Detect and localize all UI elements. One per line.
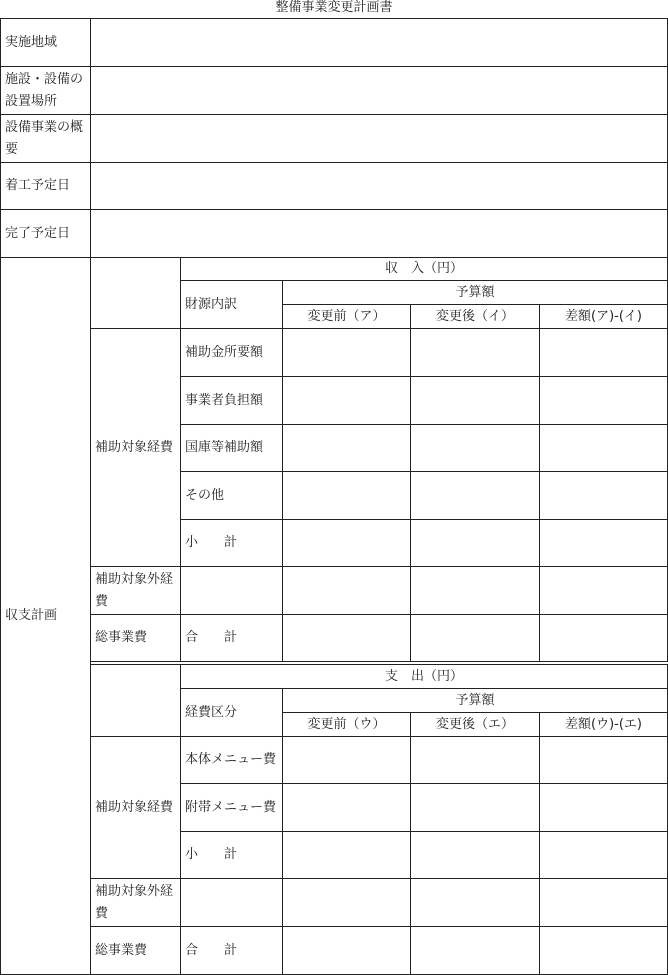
- income-after-cell: [410, 304, 540, 329]
- income-value-cell[interactable]: [282, 328, 411, 377]
- income-header-cell: [180, 257, 668, 281]
- expense-budget-cell: [282, 688, 668, 713]
- income-subtotal-label: 小 計: [185, 535, 238, 550]
- expense-value-cell[interactable]: [282, 736, 411, 784]
- expense-non-target-cell: [90, 878, 181, 927]
- income-value-cell[interactable]: [410, 424, 540, 472]
- expense-value-cell[interactable]: [410, 878, 540, 927]
- income-value-cell[interactable]: [410, 376, 540, 425]
- income-value-cell[interactable]: [539, 519, 668, 567]
- income-subsidy-target-cell: [90, 328, 181, 567]
- expense-before-label: 変更前（ウ）: [307, 716, 386, 732]
- income-value-cell[interactable]: [282, 376, 411, 425]
- income-value-cell[interactable]: [180, 566, 283, 615]
- income-subsidy-target-label: 補助対象経費: [95, 439, 174, 455]
- expense-item-cell: [180, 736, 283, 784]
- expense-value-cell[interactable]: [539, 831, 668, 879]
- overview-label-cell: [0, 114, 91, 163]
- income-item-cell: [180, 376, 283, 425]
- income-value-cell[interactable]: [282, 519, 411, 567]
- income-diff-label: 差額(ア)-(イ): [565, 308, 642, 324]
- facility-place-label-cell: [0, 66, 91, 115]
- income-total-cell: [180, 614, 283, 662]
- income-value-cell[interactable]: [539, 376, 668, 425]
- expense-item-cell: [180, 831, 283, 879]
- expense-total-label-cell: [90, 926, 181, 975]
- expense-subsidy-target-cell: [90, 736, 181, 879]
- expense-value-cell[interactable]: [410, 736, 540, 784]
- expense-value-cell[interactable]: [282, 831, 411, 879]
- end-date-label: 完了予定日: [5, 225, 71, 241]
- expense-subsidy-target-label: 補助対象経費: [95, 799, 174, 815]
- start-date-label-cell: [0, 162, 91, 210]
- budget-plan-label: 収支計画: [5, 608, 58, 623]
- income-value-cell[interactable]: [410, 471, 540, 520]
- start-date-field[interactable]: [90, 162, 668, 210]
- income-value-cell[interactable]: [282, 471, 411, 520]
- income-item-cell: [180, 471, 283, 520]
- income-item-cell: [180, 328, 283, 377]
- location-label: 実施地域: [5, 34, 58, 50]
- expense-item-label: 本体メニュー費: [185, 752, 277, 767]
- facility-place-field[interactable]: [90, 66, 668, 115]
- income-diff-cell: [539, 304, 668, 329]
- income-item-cell: [180, 519, 283, 567]
- income-value-cell[interactable]: [539, 614, 668, 662]
- end-date-label-cell: [0, 209, 91, 258]
- income-total-label: 合 計: [185, 630, 238, 645]
- expense-corner-cell: [90, 664, 181, 737]
- expense-value-cell[interactable]: [282, 878, 411, 927]
- income-item-cell: [180, 424, 283, 472]
- expense-value-cell[interactable]: [282, 783, 411, 832]
- income-non-target-cell: [90, 566, 181, 615]
- expense-header-cell: [180, 664, 668, 689]
- expense-diff-label: 差額(ウ)-(エ): [565, 716, 642, 732]
- income-item-label: 事業者負担額: [185, 392, 264, 408]
- start-date-label: 着工予定日: [5, 178, 71, 193]
- expense-value-cell[interactable]: [539, 926, 668, 975]
- income-item-label: 補助金所要額: [185, 344, 264, 360]
- income-value-cell[interactable]: [282, 424, 411, 472]
- expense-category-cell: [180, 688, 283, 737]
- overview-field[interactable]: [90, 114, 668, 163]
- income-value-cell[interactable]: [410, 614, 540, 662]
- location-field[interactable]: [90, 18, 668, 67]
- income-header: 収 入（円）: [384, 261, 463, 276]
- income-breakdown-label: 財源内訳: [185, 296, 238, 312]
- expense-after-label: 変更後（エ）: [435, 716, 514, 732]
- income-breakdown-cell: [180, 280, 283, 329]
- income-value-cell[interactable]: [539, 328, 668, 377]
- expense-category-label: 経費区分: [185, 704, 238, 720]
- income-item-label: 国庫等補助額: [185, 440, 264, 455]
- expense-header: 支 出（円）: [384, 668, 463, 684]
- expense-before-cell: [282, 712, 411, 737]
- expense-total-cell: [180, 926, 283, 975]
- expense-diff-cell: [539, 712, 668, 737]
- income-value-cell[interactable]: [539, 471, 668, 520]
- expense-value-cell[interactable]: [539, 783, 668, 832]
- expense-value-cell[interactable]: [282, 926, 411, 975]
- expense-value-cell[interactable]: [180, 878, 283, 927]
- document-title: 整備事業変更計画書: [275, 0, 393, 15]
- budget-plan-label-cell: [0, 257, 91, 975]
- expense-budget-label: 予算額: [455, 692, 495, 708]
- expense-value-cell[interactable]: [410, 783, 540, 832]
- expense-value-cell[interactable]: [539, 878, 668, 927]
- expense-value-cell[interactable]: [410, 926, 540, 975]
- income-value-cell[interactable]: [410, 519, 540, 567]
- income-value-cell[interactable]: [539, 566, 668, 615]
- income-value-cell[interactable]: [410, 328, 540, 377]
- income-value-cell[interactable]: [282, 566, 411, 615]
- expense-subtotal-label: 小 計: [185, 847, 238, 862]
- expense-item-cell: [180, 783, 283, 832]
- expense-total-label: 合 計: [185, 942, 238, 958]
- expense-item-label: 附帯メニュー費: [185, 799, 277, 815]
- income-item-label: その他: [185, 487, 225, 503]
- income-non-target-label: 補助対象外経費: [95, 571, 174, 609]
- income-before-label: 変更前（ア）: [307, 308, 386, 324]
- income-budget-label: 予算額: [455, 284, 495, 300]
- income-budget-cell: [282, 280, 668, 305]
- income-total-project-label: 総事業費: [95, 630, 148, 645]
- income-corner-cell: [90, 257, 181, 329]
- expense-non-target-label: 補助対象外経費: [95, 883, 174, 921]
- expense-value-cell[interactable]: [410, 831, 540, 879]
- expense-total-project-label: 総事業費: [95, 942, 148, 958]
- overview-label: 設備事業の概要: [5, 119, 84, 157]
- income-total-label-cell: [90, 614, 181, 662]
- income-value-cell[interactable]: [410, 566, 540, 615]
- end-date-field[interactable]: [90, 209, 668, 258]
- expense-after-cell: [410, 712, 540, 737]
- income-value-cell[interactable]: [282, 614, 411, 662]
- income-value-cell[interactable]: [539, 424, 668, 472]
- expense-value-cell[interactable]: [539, 736, 668, 784]
- income-after-label: 変更後（イ）: [435, 308, 514, 324]
- income-before-cell: [282, 304, 411, 329]
- location-label-cell: [0, 18, 91, 67]
- facility-place-label: 施設・設備の設置場所: [5, 71, 84, 109]
